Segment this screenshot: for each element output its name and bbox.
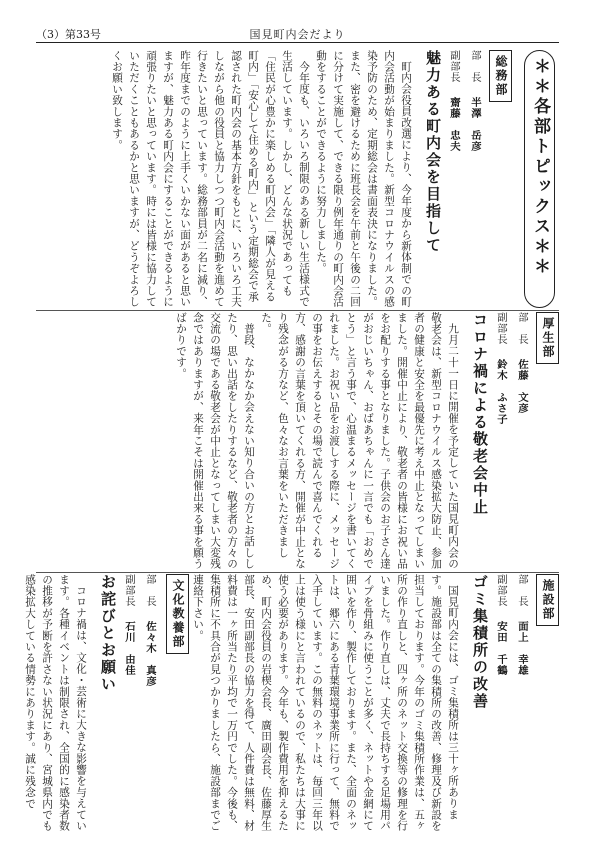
- kosei-role-2: [492, 312, 509, 570]
- tier-1-flow: [36, 50, 559, 308]
- kosei-para-1: 九月二十一日に開催を予定していた国見町内会の敬老会は、新型コロナウイルス感染拡大防止、参加者の健康と安全を最優先に考え中止となってしまいました。開催中止により、敬老者の皆様にお祝い品をお配りする事となりました。子供会のお子さん達がおじいちゃん、おばあちゃんに一言でも「おめでとう」と言う事で、心温まるメッセージを書いてくれました。お祝い品をお渡しする際に、メッセージの事をお伝えするとその場で読んで喜んでくれる方、感謝の言葉を頂いてくれる方、開催が中止となり残念がる方など、色々なお言葉をいただきました。: [260, 312, 459, 570]
- page-header: [0, 0, 595, 44]
- section-banner: ＊＊各部トピックス＊＊: [524, 50, 555, 308]
- tier-3: [24, 574, 559, 832]
- kosei-role-1-title: 部 長: [516, 312, 528, 345]
- header-rule: [36, 42, 559, 43]
- tier-2: [36, 312, 559, 570]
- bunka-role-1: [141, 574, 158, 832]
- somu-role-2-name: 齋藤 忠夫: [448, 96, 460, 152]
- kankyo-role-2-title: 副部長: [495, 574, 507, 607]
- publication-title: 国見町内会だより: [249, 28, 346, 41]
- tier-1: [36, 50, 559, 308]
- bunka-title: お詫びとお願い: [99, 574, 117, 693]
- bunka-role-2: [120, 574, 137, 832]
- kankyo-role-1-title: 部 長: [516, 574, 528, 607]
- page-body: [24, 50, 559, 840]
- kosei-para-2: 普段、なかなか会えない知り合いの方とお話ししたり、思い出話をしたりするなど、敬老者の方々の交流の場である敬老会が中止となってしまい大変残念ではありますが、来年こそは開催出来る事を願うばかりです。: [175, 312, 255, 570]
- kankyo-role-2: [492, 574, 509, 832]
- kankyo-badge: 施設部: [536, 574, 559, 626]
- kankyo-role-2-name: 安田 千鶴: [495, 620, 507, 676]
- somu-para-1: 町内会役員改選により、今年度から新体制での町内会活動が始まりました。新型コロナウイルスの感染予防のため、定期総会は書面表決になりました。また、密を避けるために班長会を午前と午後の二回に分けて実施して、できる限り例年通りの町内会活動をすることができるように努力しました。: [315, 50, 412, 308]
- kosei-role-1-name: 佐藤 文彦: [516, 358, 528, 414]
- kosei-role-2-name: 鈴木 ふさ子: [495, 358, 507, 425]
- somu-para-2: 今年度も、いろいろ制限のある新しい生活様式で生活しています。しかし、どんな状況であっても「住民が心豊かに楽しめる町内会」「隣人が見える町内」「安心して住める町内」という定期総会で承認された町内会の基本方針をもとに、いろいろ工夫しながら他の役員と協力しつつ町内会活動を進めて行きたいと思っています。総務部員が二名に減り、昨年度までのように上手くいかない面があると思いますが、魅力ある町内会にすることができるように頑張りたいと思っています。時には皆様に協力していただくこともあるかと思いますが、どうぞよろしくお願い致します。: [111, 50, 310, 308]
- somu-badge-cell: [489, 50, 512, 308]
- somu-role-1-title: 部 長: [469, 50, 481, 83]
- bunka-para-1: コロナ禍は、文化・芸術に大きな影響を与えています。各種イベントは制限され、全国的に感染者数の推移が予断を許さない状況にあり、宮城県内でも感染拡大している情勢にあります。誠に残念で: [24, 574, 87, 832]
- tier-rule-1: [36, 310, 559, 311]
- kosei-badge: 厚生部: [536, 312, 559, 364]
- bunka-role-1-name: 佐々木 真彦: [144, 620, 156, 687]
- tier-rule-2: [36, 572, 559, 573]
- kosei-role-2-title: 副部長: [495, 312, 507, 345]
- bunka-badge-cell: [166, 574, 189, 832]
- kankyo-title: ゴミ集積所の改善: [471, 574, 489, 710]
- somu-role-1-name: 半澤 岳彦: [469, 96, 481, 152]
- kankyo-badge-cell: [536, 574, 559, 832]
- kosei-badge-cell: [536, 312, 559, 570]
- page-number: （3）第33号: [36, 28, 101, 41]
- somu-title: 魅力ある町内会を目指して: [424, 50, 442, 254]
- bunka-role-2-title: 副部長: [123, 574, 135, 607]
- tier-3-flow: [24, 574, 559, 832]
- kankyo-para-1: 国見町内会には、ゴミ集積所は三十ヶ所あります。施設部は全ての集積所の改善、修理及び新設を担当しております。今年のゴミ集積所作業は、五ヶ所の作り直しと、四ヶ所のネット交換等の修理を行いました。作り直しは、丈夫で長持ちする足場用パイプを骨組みに使うことが多く、ネットや金網にて囲いを作り、製作しております。また、全面のネットは、郷六にある青葉環境事業所に行って、無料で入手しています。この無料のネットは、毎回三年以上は使う様にと言われているので、私たちは大事に使う必要があります。今年も、製作費用を抑えるため、町内会役員の岩楔会長、廣田副会長、佐藤厚生部長、安田副部長の協力を得て、人件費は無料、材料費は一ヶ所当たり平均で一万円でした。今後も、集積所に不具合が見つかりましたら、施設部までご連絡下さい。: [192, 574, 459, 832]
- somu-role-2: [445, 50, 462, 308]
- somu-badge: 総務部: [489, 50, 512, 102]
- tier-2-flow: [36, 312, 559, 570]
- somu-role-2-title: 副部長: [448, 50, 460, 83]
- somu-role-1: [466, 50, 483, 308]
- bunka-badge: 文化教養部: [166, 574, 189, 654]
- bunka-role-1-title: 部 長: [144, 574, 156, 607]
- kosei-title: コロナ禍による敬老会中止: [471, 312, 489, 516]
- bunka-role-2-name: 石川 由佳: [123, 620, 135, 676]
- kankyo-role-1-name: 面上 幸雄: [516, 620, 528, 676]
- kankyo-role-1: [513, 574, 530, 832]
- kosei-role-1: [513, 312, 530, 570]
